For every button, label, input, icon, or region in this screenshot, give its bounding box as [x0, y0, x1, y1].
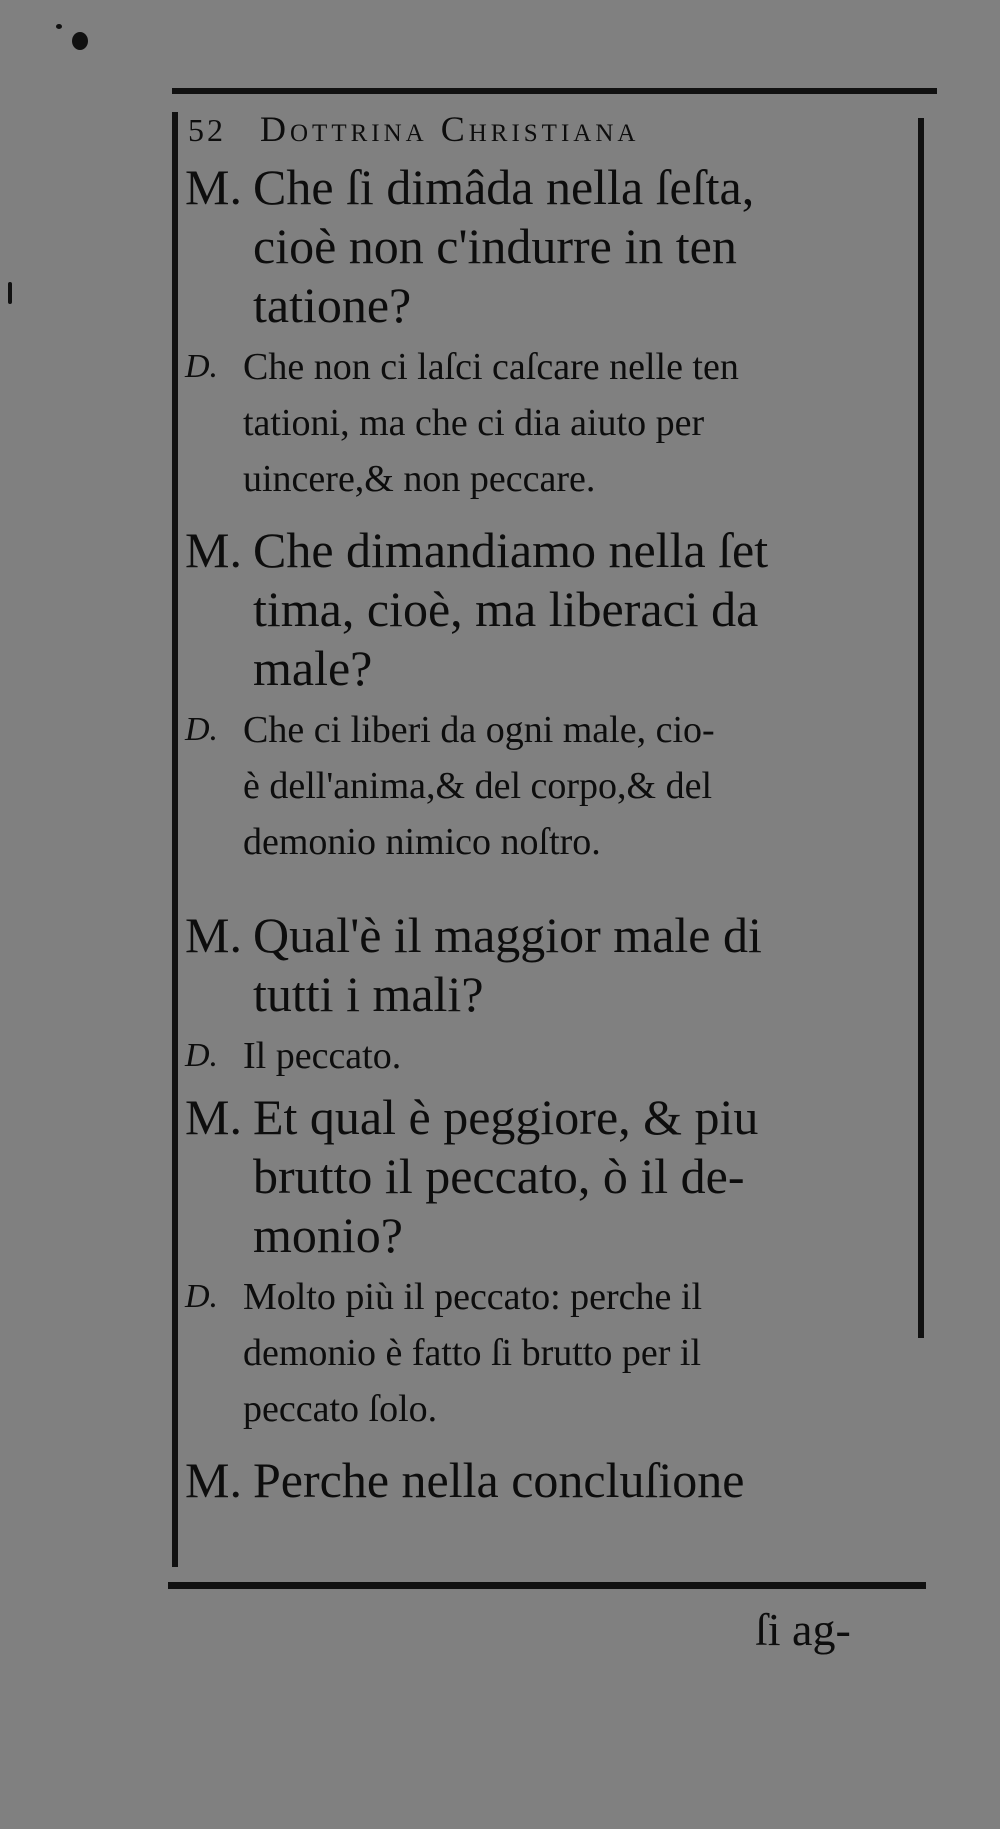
answer-block	[185, 339, 915, 507]
text-line: cioè non c'indurre in ten	[253, 218, 737, 274]
ink-speck	[72, 32, 88, 50]
left-border-rule	[172, 112, 178, 1567]
right-border-rule	[918, 118, 924, 1338]
ink-speck	[56, 24, 62, 29]
speaker-maestro: M.	[185, 159, 242, 215]
text-line: demonio nimico noſtro.	[243, 821, 601, 863]
answer-block	[185, 1028, 915, 1084]
ink-speck	[8, 282, 12, 304]
text-line: Il peccato.	[243, 1035, 402, 1077]
answer-block	[185, 702, 915, 870]
text-line: uincere,& non peccare.	[243, 458, 596, 500]
speaker-discepolo: D.	[185, 711, 219, 748]
speaker-discepolo: D.	[185, 1037, 219, 1074]
top-rule	[172, 88, 937, 94]
page-number: 52	[188, 112, 226, 148]
speaker-maestro: M.	[185, 522, 242, 578]
question-block	[185, 521, 915, 698]
speaker-maestro: M.	[185, 907, 242, 963]
text-line: Che ſi dimâda nella ſeſta,	[253, 159, 755, 215]
question-block	[185, 1088, 915, 1265]
answer-block	[185, 1269, 915, 1437]
text-line: brutto il peccato, ò il de-	[253, 1148, 745, 1204]
text-line: Che non ci laſci caſcare nelle ten	[243, 346, 739, 388]
text-line: peccato ſolo.	[243, 1388, 438, 1430]
text-line: tatione?	[253, 277, 412, 333]
text-line: demonio è fatto ſi brutto per il	[243, 1332, 702, 1374]
running-head-title: Dottrina Christiana	[260, 109, 640, 149]
text-line: Molto più il peccato: perche il	[243, 1276, 703, 1318]
question-block	[185, 906, 915, 1024]
question-block	[185, 1451, 915, 1510]
text-line: Perche nella concluſione	[253, 1452, 745, 1508]
text-line: Qual'è il maggior male di	[253, 907, 762, 963]
text-line: Che dimandiamo nella ſet	[253, 522, 769, 578]
text-line: Che ci liberi da ogni male, cio-	[243, 709, 715, 751]
text-line: Et qual è peggiore, & piu	[253, 1089, 759, 1145]
running-head	[188, 108, 908, 156]
bottom-rule	[168, 1582, 926, 1589]
speaker-discepolo: D.	[185, 1278, 219, 1315]
speaker-maestro: M.	[185, 1452, 242, 1508]
speaker-maestro: M.	[185, 1089, 242, 1145]
text-line: è dell'anima,& del corpo,& del	[243, 765, 713, 807]
text-line: tationi, ma che ci dia aiuto per	[243, 402, 705, 444]
text-line: monio?	[253, 1207, 403, 1263]
speaker-discepolo: D.	[185, 348, 219, 385]
text-line: male?	[253, 640, 373, 696]
catchword: ſi ag-	[755, 1604, 851, 1655]
question-block	[185, 158, 915, 335]
text-line: tutti i mali?	[253, 966, 484, 1022]
dialogue-body	[185, 158, 915, 1510]
text-line: tima, cioè, ma liberaci da	[253, 581, 759, 637]
